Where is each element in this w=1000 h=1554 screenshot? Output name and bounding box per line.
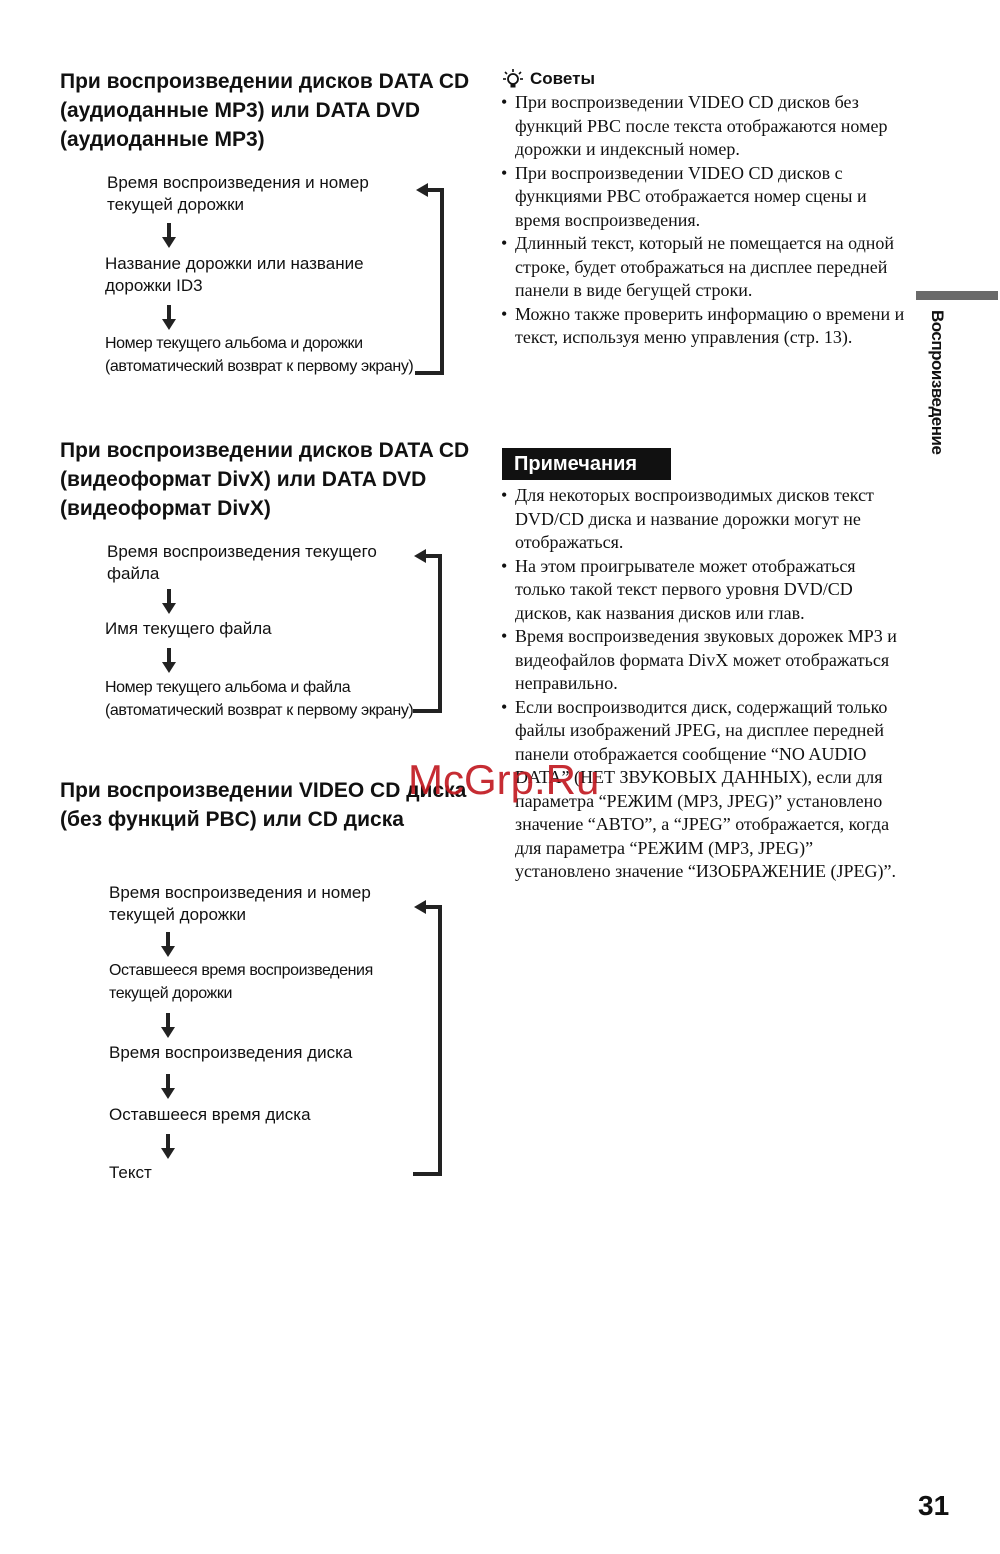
flow-item-remaining-track: Оставшееся время воспроизведения текущей дорожки	[109, 962, 373, 1002]
flow-item-disc-time: Время воспроизведения диска	[109, 1043, 353, 1062]
loop-back-arrow-icon	[410, 895, 446, 1180]
loop-back-arrow-icon	[412, 180, 448, 378]
flow-item-text: Текст	[109, 1163, 152, 1182]
page-number: 31	[918, 1490, 950, 1521]
list-item: • Можно также проверить информацию о времени и текст, используя меню управления (стр. 13).	[500, 303, 905, 350]
section-title-videocd: При воспроизведении VIDEO CD диска (без функций PBC) или CD диска	[60, 779, 467, 831]
section-title-divx: При воспроизведении дисков DATA CD (видеоформат DivX) или DATA DVD (видеоформат DivX)	[60, 439, 470, 520]
down-arrow-icon	[161, 1013, 175, 1039]
flow-item-album-track: Номер текущего альбома и дорожки (автоматический возврат к первому экрану)	[105, 335, 414, 375]
lightbulb-icon	[502, 68, 524, 90]
tips-title: Советы	[530, 69, 595, 88]
flow-item-disc-remaining: Оставшееся время диска	[109, 1105, 311, 1124]
flow-item-time-track: Время воспроизведения и номер текущей дорожки	[107, 173, 369, 214]
down-arrow-icon	[162, 223, 176, 249]
list-item: • Время воспроизведения звуковых дорожек MP3 и видеофайлов формата DivX может отображаться неправильно.	[500, 625, 905, 696]
tips-list	[500, 91, 905, 350]
list-item: • При воспроизведении VIDEO CD дисков без функций PBC после текста отображаются номер дорожки и индексный номер.	[500, 91, 905, 162]
down-arrow-icon	[161, 1074, 175, 1100]
down-arrow-icon	[161, 932, 175, 958]
side-tab-bar	[916, 291, 998, 300]
flow-item-time-track: Время воспроизведения и номер текущей дорожки	[109, 883, 371, 924]
notes-list-container	[500, 484, 905, 884]
down-arrow-icon	[162, 305, 176, 331]
down-arrow-icon	[161, 1134, 175, 1160]
list-item: • На этом проигрывателе может отображаться только такой текст первого уровня DVD/CD дисков, как названия дисков или глав.	[500, 555, 905, 626]
notes-list	[500, 484, 905, 884]
flow-item-file-name: Имя текущего файла	[105, 619, 272, 638]
notes-heading: Примечания	[502, 448, 671, 480]
flow-item-album-file: Номер текущего альбома и файла (автоматический возврат к первому экрану)	[105, 679, 414, 719]
down-arrow-icon	[162, 589, 176, 615]
tips-list-container	[500, 91, 905, 350]
list-item: • Длинный текст, который не помещается на одной строке, будет отображаться на дисплее передней панели в виде бегущей строки.	[500, 232, 905, 303]
side-tab-label: Воспроизведение	[928, 310, 947, 455]
flow-item-file-time: Время воспроизведения текущего файла	[107, 542, 377, 583]
flow-item-track-name: Название дорожки или название дорожки ID3	[105, 254, 364, 295]
down-arrow-icon	[162, 648, 176, 674]
loop-back-arrow-icon	[410, 546, 446, 716]
list-item: • Если воспроизводится диск, содержащий только файлы изображений JPEG, на дисплее передней панели отображается сообщение “NO AUDIO DATA” (НЕТ ЗВУКОВЫХ ДАННЫХ), если для параметра “РЕЖИМ (MP3, JPEG)” установлено значение “АВТО”, а “JPEG” отображается, когда для параметра “РЕЖИМ (MP3, JPEG)” установлено значение “ИЗОБРАЖЕНИЕ (JPEG)”.	[500, 696, 905, 884]
section-title-mp3: При воспроизведении дисков DATA CD (аудиоданные MP3) или DATA DVD (аудиоданные MP3)	[60, 70, 470, 151]
watermark: McGrp.Ru	[408, 756, 600, 803]
tips-heading	[502, 68, 595, 90]
list-item: • При воспроизведении VIDEO CD дисков с функциями PBC отображается номер сцены и время воспроизведения.	[500, 162, 905, 233]
list-item: • Для некоторых воспроизводимых дисков текст DVD/CD диска и название дорожки могут не отображаться.	[500, 484, 905, 555]
